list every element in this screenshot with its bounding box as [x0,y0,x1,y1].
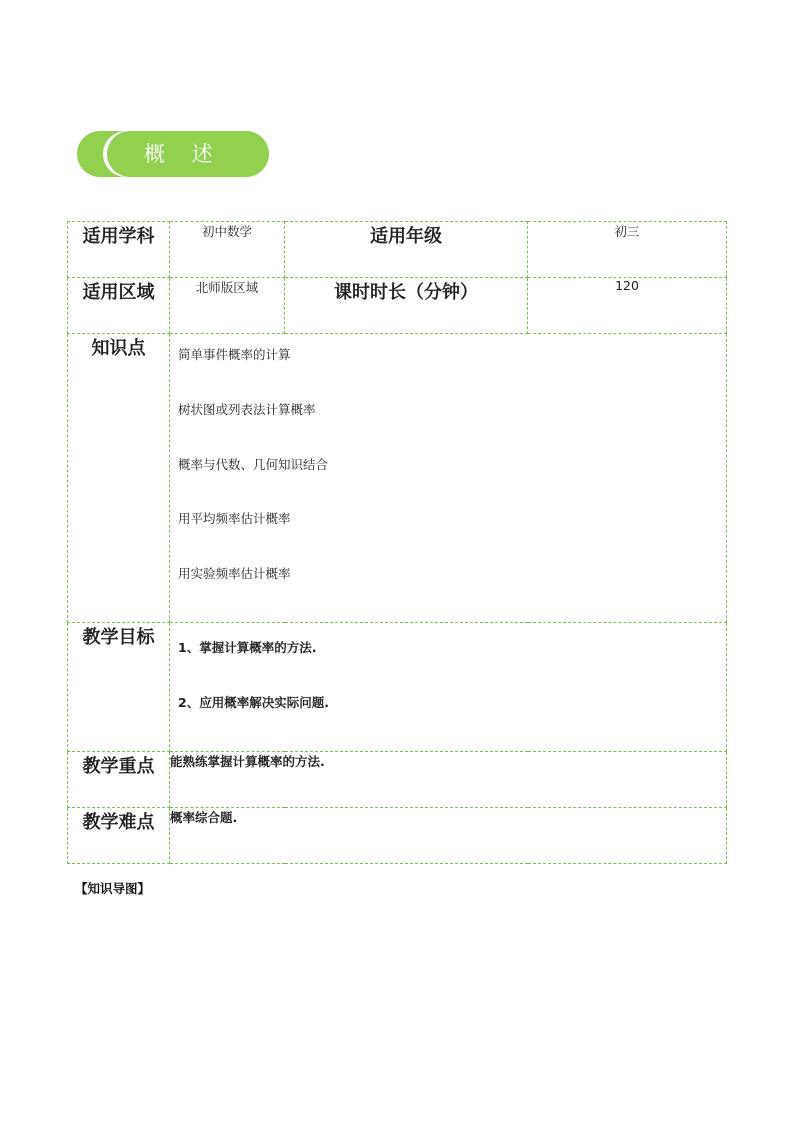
focus-label: 教学重点 [68,751,170,807]
region-label: 适用区域 [68,278,170,334]
row-difficulty [68,807,727,863]
knowledge-item: 树状图或列表法计算概率 [178,401,316,417]
knowledge-label: 知识点 [68,334,170,623]
goals-list [170,623,726,751]
row-region-duration [68,278,727,334]
badge-title: 概 述 [107,131,269,177]
knowledge-item: 简单事件概率的计算 [178,347,291,362]
row-knowledge [68,334,727,623]
focus-value: 能熟练掌握计算概率的方法. [170,751,727,807]
subject-label: 适用学科 [68,222,170,278]
difficulty-label: 教学难点 [68,807,170,863]
goals-cell [170,622,727,751]
row-focus [68,751,727,807]
knowledge-item: 用实验频率估计概率 [178,566,291,582]
overview-badge [77,131,269,177]
goal-item: 2、应用概率解决实际问题. [178,694,329,710]
subject-value: 初中数学 [170,222,285,278]
goals-label: 教学目标 [68,622,170,751]
duration-value: 120 [528,278,727,334]
duration-label: 课时时长（分钟） [285,278,528,334]
knowledge-cell [170,334,727,623]
grade-label: 适用年级 [285,222,528,278]
course-info-table [67,221,727,864]
grade-value: 初三 [528,222,727,278]
knowledge-list [170,334,726,622]
row-subject-grade [68,222,727,278]
mind-map-heading: 【知识导图】 [75,881,151,896]
row-goals [68,622,727,751]
difficulty-value: 概率综合题. [170,807,727,863]
knowledge-item: 概率与代数、几何知识结合 [178,456,329,472]
goal-item: 1、掌握计算概率的方法. [178,639,317,655]
knowledge-item: 用平均频率估计概率 [178,511,291,527]
region-value: 北师版区域 [170,278,285,334]
